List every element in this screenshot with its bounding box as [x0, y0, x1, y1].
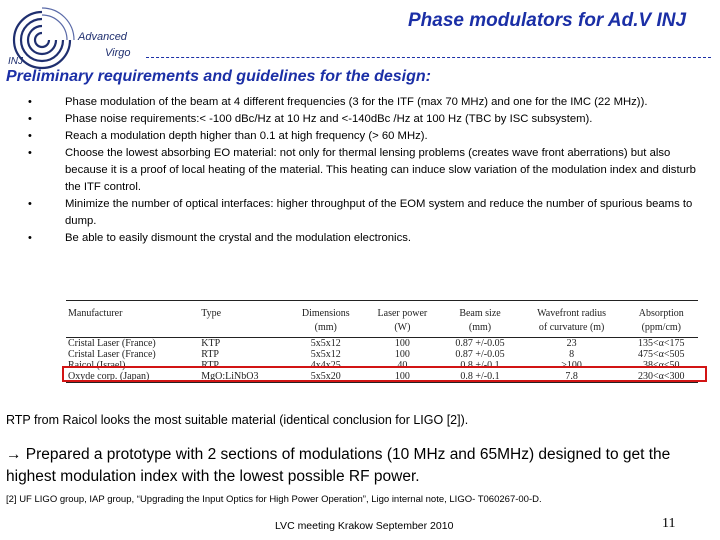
column-header-manufacturer: Manufacturer — [66, 301, 199, 338]
table-cell: 135<α<175 — [638, 338, 685, 349]
table-cell: 5x5x12 — [310, 338, 341, 349]
table-cell: 5x5x12 — [310, 349, 341, 360]
list-item — [28, 230, 700, 247]
list-item — [28, 128, 700, 145]
table-cell: RTP — [201, 360, 219, 371]
table-cell: 38<α<50 — [643, 360, 680, 371]
reference-note: [2] UF LIGO group, IAP group, “Upgrading the Input Optics for High Power Operation”, Ligo internal note, LIGO- T060267-00-D. — [6, 494, 542, 505]
table-header-row — [66, 301, 698, 338]
bullet-dot: • — [28, 113, 32, 125]
column-header-laser-power: Laser power (W) — [363, 301, 441, 338]
page-number: 11 — [662, 516, 676, 531]
logo-text-advanced: Advanced — [78, 31, 127, 43]
table-cell: RTP — [201, 349, 219, 360]
bullet-dot: • — [28, 147, 32, 159]
table-row — [66, 338, 698, 350]
table-cell: Oxyde corp. (Japan) — [66, 371, 199, 383]
table-cell: MgO:LiNbO3 — [199, 371, 288, 383]
bullet-dot: • — [28, 130, 32, 142]
list-item-text: Minimize the number of optical interfaces: higher throughput of the EOM system and reduce the number of spurious beams to dump. — [65, 198, 693, 227]
list-item — [28, 145, 700, 196]
table-cell: 475<α<505 — [638, 349, 685, 360]
table-cell: 230<α<300 — [625, 371, 698, 383]
list-item — [28, 111, 700, 128]
footer-text: LVC meeting Krakow September 2010 — [275, 520, 454, 532]
column-header-absorption: Absorption (ppm/cm) — [625, 301, 698, 338]
table-row — [66, 349, 698, 360]
table-cell: 0.87 +/-0.05 — [455, 349, 505, 360]
table-cell: 5x5x20 — [288, 371, 363, 383]
table-cell: 4x4x25 — [310, 360, 341, 371]
bullet-dot: • — [28, 198, 32, 210]
table-cell: 100 — [363, 371, 441, 383]
table-cell: >100 — [561, 360, 582, 371]
table-cell: 100 — [394, 338, 410, 349]
list-item-text: Choose the lowest absorbing EO material: not only for thermal lensing problems (creates wave front aberrations) but also because it is a proof of local heating of the material. This heating can induce slow variation of the modulation index and disturb the ITF control. — [65, 147, 696, 193]
list-item-text: Phase modulation of the beam at 4 different frequencies (3 for the ITF (max 70 MHz) and one for the IMC (22 MHz)). — [65, 96, 648, 108]
logo-text-inj: INJ — [8, 56, 23, 67]
table-cell: Cristal Laser (France) — [68, 338, 156, 349]
list-item-text: Phase noise requirements:< -100 dBc/Hz at 10 Hz and <-140dBc /Hz at 100 Hz (TBC by ISC subsystem). — [65, 113, 593, 125]
table-cell: 100 — [394, 349, 410, 360]
list-item-text: Be able to easily dismount the crystal and the modulation electronics. — [65, 232, 412, 244]
list-item-text: Reach a modulation depth higher than 0.1 at high frequency (> 60 MHz). — [65, 130, 428, 142]
column-header-dimensions: Dimensions (mm) — [288, 301, 363, 338]
conclusion-text: RTP from Raicol looks the most suitable material (identical conclusion for LIGO [2]). — [6, 413, 469, 427]
header-divider — [146, 57, 711, 58]
highlight-box — [62, 366, 707, 382]
column-header-type: Type — [199, 301, 288, 338]
list-item — [28, 196, 700, 230]
table-cell: Raicol (Israel) — [68, 360, 126, 371]
bullet-dot: • — [28, 96, 32, 108]
column-header-beam-size: Beam size (mm) — [441, 301, 518, 338]
table-cell: KTP — [201, 338, 221, 349]
column-header-wavefront-radius: Wavefront radius of curvature (m) — [519, 301, 625, 338]
section-subtitle: Preliminary requirements and guidelines for the design: — [6, 68, 431, 85]
table-cell: 8 — [569, 349, 575, 360]
table-cell: 23 — [566, 338, 577, 349]
table-cell: 0.8 +/-0.1 — [441, 371, 518, 383]
table-cell: 0.8 +/-0.1 — [460, 360, 500, 371]
requirements-list — [28, 94, 700, 247]
table-cell: 40 — [397, 360, 408, 371]
table-cell: 7.8 — [519, 371, 625, 383]
table-cell: Cristal Laser (France) — [68, 349, 156, 360]
prototype-text: → Prepared a prototype with 2 sections of modulations (10 MHz and 65MHz) designed to get the highest modulation index with the lowest possible RF power. — [6, 446, 671, 485]
bullet-dot: • — [28, 232, 32, 244]
table-cell: 0.87 +/-0.05 — [455, 338, 505, 349]
slide-title: Phase modulators for Ad.V INJ — [408, 10, 687, 31]
logo-text-virgo: Virgo — [105, 47, 131, 59]
list-item — [28, 94, 700, 111]
